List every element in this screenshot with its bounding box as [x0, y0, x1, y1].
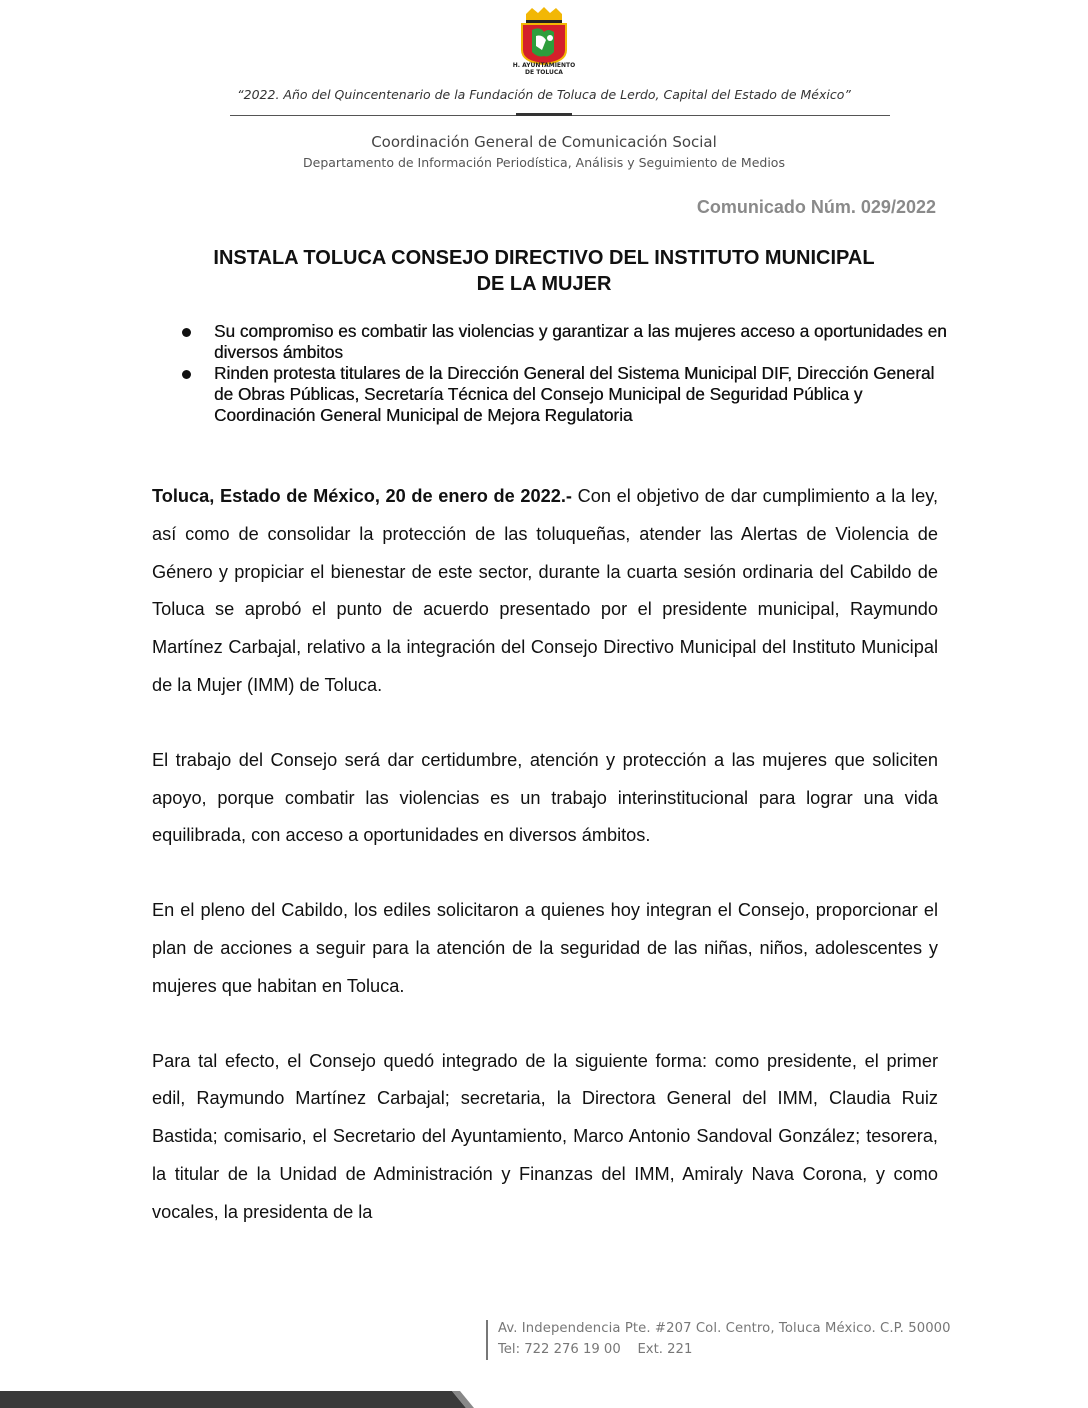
paragraph-3: En el pleno del Cabildo, los ediles solicitaron a quienes hoy integran el Consejo, proporcionar el plan de acciones a seguir para la atención de la seguridad de las niñas, niños, adolescentes y mujeres que habitan en Toluca.	[152, 900, 938, 996]
footer-address: Av. Independencia Pte. #207 Col. Centro, Toluca México. C.P. 50000	[498, 1321, 951, 1336]
summary-bullets	[178, 321, 948, 426]
headline-line-2: DE LA MUJER	[476, 273, 612, 295]
summary-bullet-text: Rinden protesta titulares de la Dirección General del Sistema Municipal DIF, Dirección General de Obras Públicas, Secretaría Técnica del Consejo Municipal de Seguridad Pública y Coordinación General Municipal de Mejora Regulatoria	[214, 363, 935, 425]
paragraph-1-text: Con el objetivo de dar cumplimiento a la ley, así como de consolidar la protección de las toluqueñas, atender las Alertas de Violencia de Género y propiciar el bienestar de este sector, durante la cuarta sesión ordinaria del Cabildo de Toluca se aprobó el punto de acuerdo presentado por el presidente municipal, Raymundo Martínez Carbajal, relativo a la integración del Consejo Directivo Municipal del Instituto Municipal de la Mujer (IMM) de Toluca.	[152, 486, 938, 695]
footer-phone: Tel: 722 276 19 00 Ext. 221	[498, 1342, 693, 1357]
bullet-dot-icon	[182, 328, 191, 337]
article-body	[152, 478, 938, 1269]
dateline: Toluca, Estado de México, 20 de enero de 2022.-	[152, 486, 572, 506]
department-subtitle: Departamento de Información Periodística, Análisis y Seguimiento de Medios	[303, 155, 785, 170]
summary-bullet	[178, 363, 948, 426]
organization-title: Coordinación General de Comunicación Social	[371, 133, 717, 151]
bottom-decorative-band	[0, 1381, 1088, 1408]
paragraph-2: El trabajo del Consejo será dar certidumbre, atención y protección a las mujeres que soliciten apoyo, porque combatir las violencias es un trabajo interinstitucional para lograr una vida equilibrada, con acceso a oportunidades en diversos ámbitos.	[152, 749, 938, 846]
logo-caption-line1: H. AYUNTAMIENTO	[512, 62, 576, 69]
headline-line-1: INSTALA TOLUCA CONSEJO DIRECTIVO DEL INSTITUTO MUNICIPAL	[213, 247, 875, 269]
headline	[150, 245, 938, 297]
year-motto: “2022. Año del Quincentenario de la Fundación de Toluca de Lerdo, Capital del Estado de México”	[237, 87, 851, 102]
paragraph-1	[152, 478, 938, 705]
logo-caption-line2: DE TOLUCA	[525, 69, 563, 76]
summary-bullet	[178, 321, 948, 363]
release-number: Comunicado Núm. 029/2022	[696, 197, 936, 217]
logo-caption	[494, 62, 594, 76]
header-divider-accent	[516, 113, 572, 116]
footer-divider	[486, 1320, 488, 1360]
bullet-dot-icon	[182, 370, 191, 379]
paragraph-4: Para tal efecto, el Consejo quedó integrado de la siguiente forma: como presidente, el primer edil, Raymundo Martínez Carbajal; secretaria, la Directora General del IMM, Claudia Ruiz Bastida; comisario, el Secretario del Ayuntamiento, Marco Antonio Sandoval González; tesorera, la titular de la Unidad de Administración y Finanzas del IMM, Amiraly Nava Corona, y como vocales, la presidenta de la	[152, 1050, 938, 1222]
summary-bullet-text: Su compromiso es combatir las violencias y garantizar a las mujeres acceso a oportunidades en diversos ámbitos	[214, 321, 947, 362]
